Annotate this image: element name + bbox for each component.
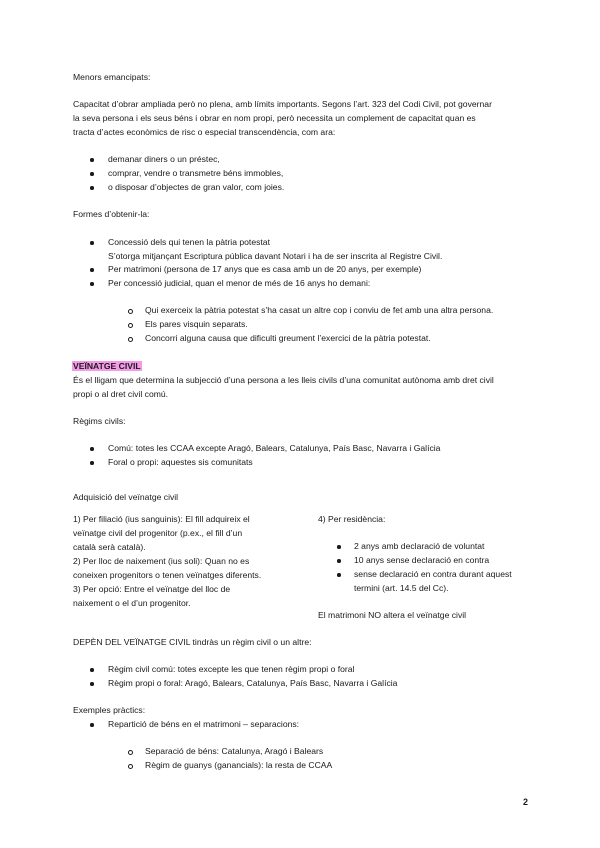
sub-bullet-icon: [128, 337, 133, 342]
sub-bullet-icon: [128, 764, 133, 769]
highlighted-heading: VEÏNATGE CIVIL: [73, 361, 141, 371]
list-item: 2 anys amb declaració de voluntat: [354, 541, 485, 551]
bullet-icon: [90, 172, 94, 176]
list-item: Foral o propi: aquestes sis comunitats: [108, 457, 253, 467]
bullet-icon: [90, 461, 94, 465]
list-item: sense declaració en contra durant aquest: [354, 569, 512, 579]
sub-list-item: Concorri alguna causa que dificulti greument l’exercici de la pàtria potestat.: [145, 333, 431, 343]
paragraph-line: Capacitat d’obrar ampliada però no plena, amb límits importants. Segons l’art. 323 del Codi Civil, pot governar: [73, 99, 492, 109]
sub-bullet-icon: [128, 750, 133, 755]
section-title-exemples: Exemples pràctics:: [73, 705, 146, 715]
list-item: comprar, vendre o transmetre béns immobles,: [108, 168, 284, 178]
column-left-line: naixement o el d’un progenitor.: [73, 598, 191, 608]
paragraph-line: la seva persona i els seus béns i obrar en nom propi, però necessita un complement de capacitat quan es: [73, 113, 476, 123]
matrimoni-note: El matrimoni NO altera el veïnatge civil: [318, 610, 467, 620]
bullet-icon: [90, 447, 94, 451]
bullet-icon: [337, 545, 341, 549]
bullet-icon: [90, 158, 94, 162]
bullet-icon: [337, 573, 341, 577]
list-item: Comú: totes les CCAA excepte Aragó, Balears, Catalunya, País Basc, Navarra i Galícia: [108, 443, 441, 453]
sub-bullet-icon: [128, 323, 133, 328]
column-left-line: 1) Per filiació (ius sanguinis): El fill adquireix el: [73, 514, 250, 524]
sub-list-item: Separació de béns: Catalunya, Aragó i Balears: [145, 746, 324, 756]
column-left-line: català serà català).: [73, 542, 146, 552]
column-left-line: coneixen progenitors o tenen veïnatges diferents.: [73, 570, 262, 580]
list-item: Concessió dels qui tenen la pàtria potestat: [108, 237, 270, 247]
list-item-continuation: termini (art. 14.5 del Cc).: [354, 583, 449, 593]
bullet-icon: [90, 723, 94, 727]
bullet-icon: [90, 268, 94, 272]
page-number: 2: [523, 797, 529, 807]
column-left-line: veïnatge civil del progenitor (p.ex., el fill d’un: [73, 528, 243, 538]
bullet-icon: [90, 186, 94, 190]
bullet-icon: [90, 282, 94, 286]
column-left-line: 3) Per opció: Entre el veïnatge del lloc de: [73, 584, 231, 594]
sub-list-item: Els pares visquin separats.: [145, 319, 248, 329]
paragraph-line: propi o al dret civil comú.: [73, 389, 169, 399]
paragraph-line: tracta d’actes econòmics de risc o especial transcendència, com ara:: [73, 127, 336, 137]
sub-list-item: Règim de guanys (ganancials): la resta de CCAA: [145, 760, 333, 770]
list-item: demanar diners o un préstec,: [108, 154, 220, 164]
section-title-adquisicio: Adquisició del veïnatge civil: [73, 492, 179, 502]
bullet-icon: [90, 682, 94, 686]
column-left-line: 2) Per lloc de naixement (ius soli): Quan no es: [73, 556, 250, 566]
list-item: Règim civil comú: totes excepte les que tenen règim propi o foral: [108, 664, 355, 674]
bullet-icon: [337, 559, 341, 563]
list-item: o disposar d’objectes de gran valor, com joies.: [108, 182, 285, 192]
list-item-continuation: S’otorga mitjançant Escriptura pública davant Notari i ha de ser inscrita al Registre Civil.: [108, 251, 443, 261]
list-item: 10 anys sense declaració en contra: [354, 555, 490, 565]
list-item: Repartició de béns en el matrimoni – separacions:: [108, 719, 300, 729]
section-heading-veinatge: [72, 360, 142, 374]
section-title-menors: Menors emancipats:: [73, 72, 151, 82]
paragraph-line: És el lligam que determina la subjecció d’una persona a les lleis civils d’una comunitat autònoma amb dret civil: [73, 375, 494, 385]
sub-bullet-icon: [128, 309, 133, 314]
list-item: Per matrimoni (persona de 17 anys que es casa amb un de 20 anys, per exemple): [108, 264, 422, 274]
section-title-regims: Règims civils:: [73, 416, 126, 426]
bullet-icon: [90, 668, 94, 672]
section-title-depen: DEPÈN DEL VEÏNATGE CIVIL tindràs un règim civil o un altre:: [73, 637, 312, 647]
bullet-icon: [90, 241, 94, 245]
sub-list-item: Qui exerceix la pàtria potestat s’ha casat un altre cop i conviu de fet amb una altra persona.: [145, 305, 494, 315]
section-title-formes: Formes d’obtenir-la:: [73, 209, 150, 219]
list-item: Per concessió judicial, quan el menor de més de 16 anys ho demani:: [108, 278, 371, 288]
list-item: Règim propi o foral: Aragó, Balears, Catalunya, País Basc, Navarra i Galícia: [108, 678, 398, 688]
column-right-title: 4) Per residència:: [318, 514, 386, 524]
